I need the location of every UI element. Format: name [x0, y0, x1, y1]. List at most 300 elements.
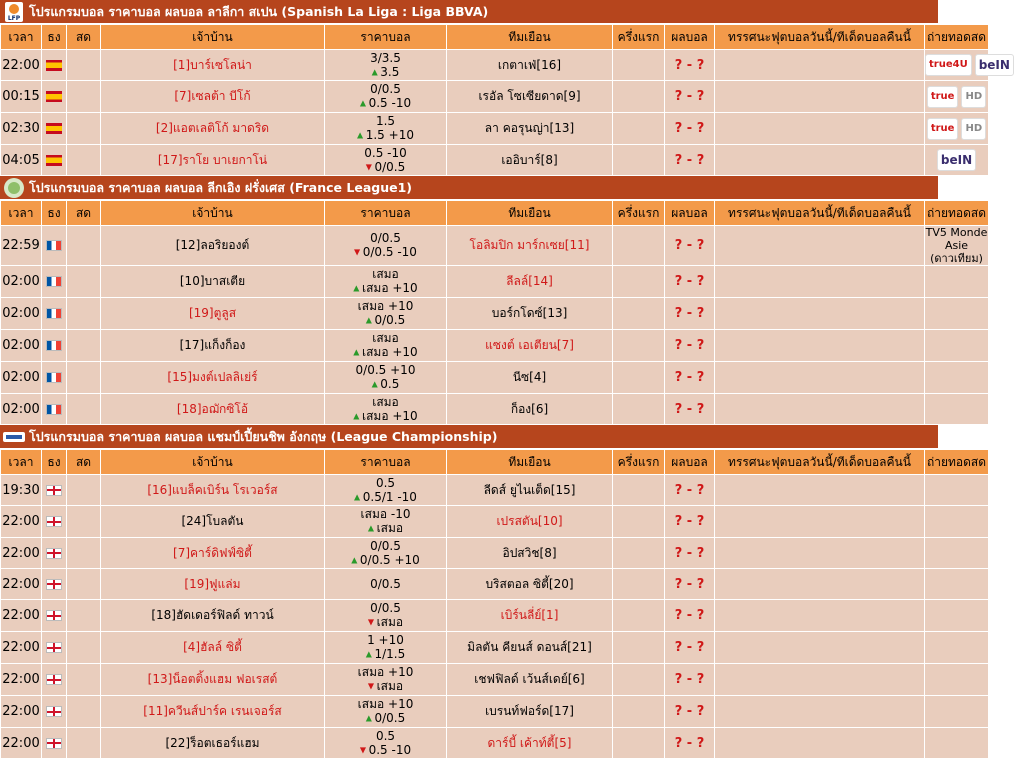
live-cell — [67, 569, 101, 600]
flag-cell — [42, 664, 67, 696]
odds-line-2 — [325, 377, 446, 392]
col-header-live: สด — [67, 201, 101, 226]
match-time: 04:05 — [1, 145, 42, 176]
match-row[interactable] — [1, 266, 989, 298]
analysis-cell — [715, 298, 925, 330]
away-team[interactable]: บอร์กโดซ์[13] — [447, 298, 613, 330]
live-cell — [67, 362, 101, 394]
live-cell — [67, 664, 101, 696]
away-team[interactable]: นีซ[4] — [447, 362, 613, 394]
col-header-flag: ธง — [42, 25, 67, 50]
spain-flag-icon — [46, 91, 62, 102]
odds-line-2 — [325, 711, 446, 726]
home-team[interactable]: [18]อฌักซิโอ้ — [101, 394, 325, 425]
odds-cell — [325, 664, 447, 696]
match-row[interactable] — [1, 113, 989, 145]
result-cell[interactable]: ? - ? — [665, 394, 715, 425]
result-cell[interactable]: ? - ? — [665, 226, 715, 266]
odds-line-2 — [325, 679, 446, 694]
odds-line-2-value: 0/0.5 -10 — [362, 245, 417, 260]
half-time-cell — [613, 569, 665, 600]
ligue1-logo-icon — [3, 177, 25, 199]
table-header-row — [1, 450, 989, 475]
analysis-cell — [715, 632, 925, 664]
odds-line-1: 0/0.5 — [370, 82, 401, 97]
col-header-time: เวลา — [1, 25, 42, 50]
flag-cell — [42, 266, 67, 298]
result-cell[interactable]: ? - ? — [665, 600, 715, 632]
tv-cell — [925, 394, 989, 425]
analysis-cell — [715, 394, 925, 425]
live-cell — [67, 298, 101, 330]
tv-cell — [925, 664, 989, 696]
tv-cell — [925, 145, 989, 176]
result-cell[interactable]: ? - ? — [665, 728, 715, 759]
half-time-cell — [613, 330, 665, 362]
odds-line-1: 0/0.5 — [370, 577, 401, 591]
match-row[interactable] — [1, 362, 989, 394]
flag-cell — [42, 298, 67, 330]
col-header-analysis: ทรรศนะฟุตบอลวันนี้/ทีเด็ดบอลคืนนี้ — [715, 450, 925, 475]
odds-line-2 — [325, 281, 446, 296]
flag-cell — [42, 145, 67, 176]
tv-logos — [927, 86, 986, 108]
match-time: 22:00 — [1, 696, 42, 728]
odds-cell — [325, 50, 447, 81]
home-team[interactable]: [7]เซลต้า บีโก้ — [101, 81, 325, 113]
result-cell[interactable]: ? - ? — [665, 145, 715, 176]
match-row[interactable] — [1, 50, 989, 81]
arrow-up-icon: ▲ — [371, 67, 381, 77]
odds-cell — [325, 506, 447, 538]
league-title: โปรแกรมบอล ราคาบอล ผลบอล ลีกเอิง ฝรั่งเศส (France League1) — [29, 179, 412, 195]
col-header-away: ทีมเยือน — [447, 450, 613, 475]
odds-cell — [325, 394, 447, 425]
match-row[interactable] — [1, 538, 989, 569]
tv-cell — [925, 50, 1010, 81]
analysis-cell — [715, 113, 925, 145]
odds-line-1: เสมอ +10 — [357, 665, 414, 680]
match-row[interactable] — [1, 475, 989, 506]
england-flag-icon — [46, 579, 62, 590]
home-team[interactable]: [1]บาร์เซโลน่า — [101, 50, 325, 81]
away-team[interactable]: บริสตอล ซิตี้[20] — [447, 569, 613, 600]
true4u-logo-icon[interactable]: true4U — [925, 54, 972, 76]
tv-cell — [925, 475, 989, 506]
league-title: โปรแกรมบอล ราคาบอล ผลบอล แชมป์เปี้ยนชิพ อังกฤษ (League Championship) — [29, 428, 498, 444]
live-cell — [67, 538, 101, 569]
match-time: 02:00 — [1, 394, 42, 425]
col-header-home: เจ้าบ้าน — [101, 450, 325, 475]
odds-line-1: เสมอ -10 — [360, 507, 411, 522]
flag-cell — [42, 50, 67, 81]
result-cell[interactable]: ? - ? — [665, 696, 715, 728]
tv-cell — [925, 266, 989, 298]
championship-logo-icon — [3, 426, 25, 448]
match-row[interactable] — [1, 728, 989, 759]
live-cell — [67, 266, 101, 298]
home-team[interactable]: [22]ร็อตเธอร์แฮม — [101, 728, 325, 759]
col-header-result: ผลบอล — [665, 25, 715, 50]
result-cell[interactable]: ? - ? — [665, 362, 715, 394]
odds-line-2 — [325, 65, 446, 80]
home-team[interactable]: [16]แบล็คเบิร์น โรเวอร์ส — [101, 475, 325, 506]
match-row[interactable] — [1, 394, 989, 425]
analysis-cell — [715, 600, 925, 632]
odds-line-1: 0/0.5 — [370, 601, 401, 616]
home-team[interactable]: [11]ควีนส์ปาร์ค เรนเจอร์ส — [101, 696, 325, 728]
live-cell — [67, 145, 101, 176]
match-time: 19:30 — [1, 475, 42, 506]
col-header-half: ครึ่งแรก — [613, 201, 665, 226]
league-header — [0, 425, 938, 449]
col-header-odds: ราคาบอล — [325, 450, 447, 475]
match-row[interactable] — [1, 632, 989, 664]
analysis-cell — [715, 475, 925, 506]
odds-cell — [325, 362, 447, 394]
result-cell[interactable]: ? - ? — [665, 475, 715, 506]
result-cell[interactable]: ? - ? — [665, 506, 715, 538]
half-time-cell — [613, 362, 665, 394]
col-header-half: ครึ่งแรก — [613, 450, 665, 475]
live-cell — [67, 600, 101, 632]
match-row[interactable] — [1, 226, 989, 266]
flag-cell — [42, 506, 67, 538]
odds-line-2-value: เสมอ — [376, 679, 404, 694]
match-row[interactable] — [1, 569, 989, 600]
england-flag-icon — [46, 516, 62, 527]
away-team[interactable]: เรอัล โซเซียดาด[9] — [447, 81, 613, 113]
odds-line-2-value: เสมอ +10 — [362, 408, 418, 423]
flag-cell — [42, 362, 67, 394]
col-header-tv: ถ่ายทอดสด — [925, 201, 989, 226]
half-time-cell — [613, 600, 665, 632]
fixtures-table — [0, 24, 1010, 176]
away-team[interactable]: เปรสตัน[10] — [447, 506, 613, 538]
england-flag-icon — [46, 610, 62, 621]
col-header-result: ผลบอล — [665, 201, 715, 226]
match-time: 00:15 — [1, 81, 42, 113]
odds-line-2 — [325, 128, 446, 143]
odds-cell — [325, 298, 447, 330]
live-cell — [67, 330, 101, 362]
england-flag-icon — [46, 738, 62, 749]
half-time-cell — [613, 298, 665, 330]
col-header-time: เวลา — [1, 450, 42, 475]
fixtures-table — [0, 449, 989, 759]
analysis-cell — [715, 50, 925, 81]
col-header-analysis: ทรรศนะฟุตบอลวันนี้/ทีเด็ดบอลคืนนี้ — [715, 25, 925, 50]
odds-line-2 — [325, 245, 446, 260]
away-team[interactable]: เกตาเฟ่[16] — [447, 50, 613, 81]
half-time-cell — [613, 81, 665, 113]
table-header-row — [1, 201, 989, 226]
arrow-down-icon: ▼ — [367, 617, 377, 627]
away-team[interactable]: มิลตัน คียนส์ ดอนส์[21] — [447, 632, 613, 664]
analysis-cell — [715, 538, 925, 569]
col-header-away: ทีมเยือน — [447, 25, 613, 50]
match-time: 02:30 — [1, 113, 42, 145]
tv-logos — [937, 149, 976, 171]
result-cell[interactable]: ? - ? — [665, 569, 715, 600]
away-team[interactable]: เบิร์นลี่ย์[1] — [447, 600, 613, 632]
odds-line-2 — [325, 345, 446, 360]
away-team[interactable]: ลีลล์[14] — [447, 266, 613, 298]
odds-line-2 — [325, 553, 446, 568]
odds-line-1: 0.5 — [375, 475, 396, 490]
col-header-half: ครึ่งแรก — [613, 25, 665, 50]
match-row[interactable] — [1, 600, 989, 632]
analysis-cell — [715, 330, 925, 362]
home-team[interactable]: [19]ฟูแล่ม — [101, 569, 325, 600]
arrow-up-icon: ▲ — [353, 347, 362, 357]
bein-logo-icon[interactable]: beIN — [975, 54, 1014, 76]
france-flag-icon — [46, 372, 62, 383]
col-header-flag: ธง — [42, 450, 67, 475]
analysis-cell — [715, 226, 925, 266]
odds-line-2 — [325, 615, 446, 630]
tv-cell — [925, 362, 989, 394]
match-row[interactable] — [1, 664, 989, 696]
odds-line-2-value: 0.5/1 -10 — [362, 489, 417, 504]
match-row[interactable] — [1, 696, 989, 728]
flag-cell — [42, 728, 67, 759]
match-row[interactable] — [1, 330, 989, 362]
table-header-row — [1, 25, 989, 50]
odds-line-2-value: 0.5 -10 — [368, 742, 412, 757]
home-team[interactable]: [15]มงต์เปลลิเย่ร์ — [101, 362, 325, 394]
away-team[interactable]: อิปสวิช[8] — [447, 538, 613, 569]
match-row[interactable] — [1, 81, 989, 113]
odds-line-1: 0/0.5 +10 — [355, 363, 416, 378]
home-team[interactable]: [10]บาสเตีย — [101, 266, 325, 298]
analysis-cell — [715, 266, 925, 298]
odds-line-2-value: 3.5 — [380, 64, 400, 79]
analysis-cell — [715, 506, 925, 538]
analysis-cell — [715, 664, 925, 696]
half-time-cell — [613, 475, 665, 506]
odds-cell — [325, 145, 447, 176]
england-flag-icon — [46, 485, 62, 496]
tv-cell — [925, 569, 989, 600]
analysis-cell — [715, 696, 925, 728]
england-flag-icon — [46, 548, 62, 559]
match-time: 22:59 — [1, 226, 42, 266]
league-header — [0, 0, 938, 24]
truesport-logo-icon[interactable]: true — [927, 118, 959, 140]
flag-cell — [42, 569, 67, 600]
result-cell[interactable]: ? - ? — [665, 632, 715, 664]
home-team[interactable]: [18]ฮัดเดอร์ฟิลด์ ทาวน์ — [101, 600, 325, 632]
france-flag-icon — [46, 308, 62, 319]
away-team[interactable]: แซงต์ เอเตียน[7] — [447, 330, 613, 362]
live-cell — [67, 728, 101, 759]
away-team[interactable]: โอลิมปิก มาร์กเซย[11] — [447, 226, 613, 266]
odds-line-1: เสมอ +10 — [357, 299, 414, 314]
analysis-cell — [715, 145, 925, 176]
odds-line-2-value: 0.5 -10 — [368, 96, 412, 111]
live-cell — [67, 632, 101, 664]
away-team[interactable]: เชฟฟิลด์ เว้นส์เดย์[6] — [447, 664, 613, 696]
odds-line-1: 3/3.5 — [370, 50, 401, 65]
truesport-logo-icon[interactable]: true — [927, 86, 959, 108]
col-header-odds: ราคาบอล — [325, 25, 447, 50]
arrow-up-icon: ▲ — [367, 523, 377, 533]
col-header-away: ทีมเยือน — [447, 201, 613, 226]
odds-line-2-value: 1.5 +10 — [365, 128, 414, 143]
analysis-cell — [715, 569, 925, 600]
match-time: 02:00 — [1, 298, 42, 330]
col-header-live: สด — [67, 450, 101, 475]
match-row[interactable] — [1, 298, 989, 330]
spain-flag-icon — [46, 60, 62, 71]
live-cell — [67, 50, 101, 81]
odds-line-2-value: เสมอ +10 — [362, 345, 418, 360]
tv-cell — [925, 600, 989, 632]
match-time: 22:00 — [1, 50, 42, 81]
tv-cell — [925, 298, 989, 330]
col-header-tv: ถ่ายทอดสด — [925, 25, 989, 50]
odds-cell — [325, 330, 447, 362]
odds-line-1: 0/0.5 — [370, 231, 401, 246]
hd-logo-icon[interactable]: HD — [961, 118, 986, 140]
tv-cell — [925, 506, 989, 538]
spain-flag-icon — [46, 123, 62, 134]
col-header-live: สด — [67, 25, 101, 50]
half-time-cell — [613, 226, 665, 266]
live-cell — [67, 113, 101, 145]
arrow-down-icon: ▼ — [354, 247, 363, 257]
odds-cell — [325, 569, 447, 600]
col-header-analysis: ทรรศนะฟุตบอลวันนี้/ทีเด็ดบอลคืนนี้ — [715, 201, 925, 226]
home-team[interactable]: [4]ฮัลล์ ซิตี้ — [101, 632, 325, 664]
france-flag-icon — [46, 340, 62, 351]
arrow-up-icon: ▲ — [359, 98, 369, 108]
half-time-cell — [613, 266, 665, 298]
flag-cell — [42, 538, 67, 569]
result-cell[interactable]: ? - ? — [665, 81, 715, 113]
home-team[interactable]: [12]ลอริยองต์ — [101, 226, 325, 266]
live-cell — [67, 81, 101, 113]
odds-cell — [325, 266, 447, 298]
home-team[interactable]: [7]คาร์ดิฟฟ์ซิตี้ — [101, 538, 325, 569]
arrow-up-icon: ▲ — [353, 283, 362, 293]
arrow-up-icon: ▲ — [371, 379, 381, 389]
england-flag-icon — [46, 674, 62, 685]
result-cell[interactable]: ? - ? — [665, 50, 715, 81]
home-team[interactable]: [17]ราโย บาเยกาโน่ — [101, 145, 325, 176]
half-time-cell — [613, 728, 665, 759]
tv-cell — [925, 696, 989, 728]
result-cell[interactable]: ? - ? — [665, 330, 715, 362]
live-cell — [67, 226, 101, 266]
odds-line-1: เสมอ — [372, 331, 399, 346]
away-team[interactable]: ก็อง[6] — [447, 394, 613, 425]
odds-line-2 — [325, 521, 446, 536]
home-team[interactable]: [24]โบลตัน — [101, 506, 325, 538]
flag-cell — [42, 632, 67, 664]
result-cell[interactable]: ? - ? — [665, 266, 715, 298]
away-team[interactable]: ลีดส์ ยูไนเต็ด[15] — [447, 475, 613, 506]
home-team[interactable]: [17]แก็งก็อง — [101, 330, 325, 362]
away-team[interactable]: เบรนท์ฟอร์ด[17] — [447, 696, 613, 728]
odds-cell — [325, 538, 447, 569]
arrow-up-icon: ▲ — [357, 130, 366, 140]
flag-cell — [42, 475, 67, 506]
flag-cell — [42, 600, 67, 632]
lfp-logo-icon — [3, 1, 25, 23]
match-row[interactable] — [1, 506, 989, 538]
arrow-up-icon: ▲ — [365, 649, 375, 659]
tv-logos — [927, 118, 986, 140]
odds-line-2-value: 0.5 — [380, 377, 400, 392]
live-cell — [67, 394, 101, 425]
half-time-cell — [613, 632, 665, 664]
result-cell[interactable]: ? - ? — [665, 664, 715, 696]
odds-line-2-value: 0/0.5 — [374, 159, 406, 174]
live-cell — [67, 696, 101, 728]
odds-line-2 — [325, 647, 446, 662]
fixtures-table — [0, 200, 989, 425]
odds-line-2-value: 0/0.5 — [374, 711, 406, 726]
odds-line-1: เสมอ — [372, 267, 399, 282]
tv-cell — [925, 81, 989, 113]
arrow-down-icon: ▼ — [367, 681, 377, 691]
home-team[interactable]: [19]ตูลูส — [101, 298, 325, 330]
odds-line-1: 1.5 — [375, 114, 396, 129]
arrow-down-icon: ▼ — [359, 745, 369, 755]
league-title: โปรแกรมบอล ราคาบอล ผลบอล ลาลีกา สเปน (Spanish La Liga : Liga BBVA) — [29, 3, 489, 19]
arrow-up-icon: ▲ — [351, 555, 360, 565]
match-row[interactable] — [1, 145, 989, 176]
odds-cell — [325, 600, 447, 632]
live-cell — [67, 506, 101, 538]
away-team[interactable]: ลา คอรุนญ่า[13] — [447, 113, 613, 145]
odds-cell — [325, 81, 447, 113]
analysis-cell — [715, 81, 925, 113]
odds-cell — [325, 475, 447, 506]
match-time: 02:00 — [1, 330, 42, 362]
arrow-up-icon: ▲ — [354, 492, 363, 502]
half-time-cell — [613, 113, 665, 145]
bein-logo-icon[interactable]: beIN — [937, 149, 976, 171]
match-time: 22:00 — [1, 538, 42, 569]
live-cell — [67, 475, 101, 506]
arrow-down-icon: ▼ — [365, 162, 375, 172]
result-cell[interactable]: ? - ? — [665, 113, 715, 145]
half-time-cell — [613, 664, 665, 696]
result-cell[interactable]: ? - ? — [665, 538, 715, 569]
hd-logo-icon[interactable]: HD — [961, 86, 986, 108]
odds-line-2 — [325, 313, 446, 328]
england-flag-icon — [46, 706, 62, 717]
home-team[interactable]: [2]แอตเลติโก้ มาดริด — [101, 113, 325, 145]
france-flag-icon — [46, 404, 62, 415]
tv-cell — [925, 632, 989, 664]
odds-line-2-value: 0/0.5 — [374, 313, 406, 328]
result-cell[interactable]: ? - ? — [665, 298, 715, 330]
flag-cell — [42, 226, 67, 266]
home-team[interactable]: [13]น็อตติ้งแฮม ฟอเรสต์ — [101, 664, 325, 696]
away-team[interactable]: เออิบาร์[8] — [447, 145, 613, 176]
away-team[interactable]: ดาร์บี้ เค้าท์ตี้[5] — [447, 728, 613, 759]
analysis-cell — [715, 728, 925, 759]
half-time-cell — [613, 394, 665, 425]
half-time-cell — [613, 145, 665, 176]
tv-logos — [925, 54, 1014, 76]
tv-cell — [925, 538, 989, 569]
odds-line-2-value: 0/0.5 +10 — [359, 552, 420, 567]
